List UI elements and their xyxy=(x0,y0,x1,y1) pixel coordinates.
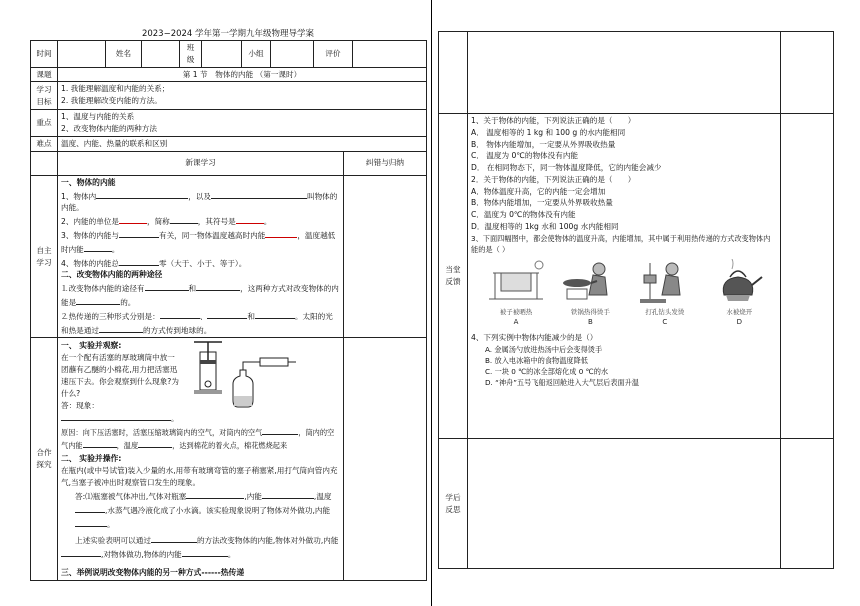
blank[interactable] xyxy=(182,547,228,557)
section3-title: 三、举例说明改变物体内能的另一种方式------热传递 xyxy=(61,567,245,577)
section2-title: 二、改变物体内能的两种途径 xyxy=(61,270,163,280)
top-blank-area xyxy=(468,32,781,114)
q3-text: 。 xyxy=(111,244,120,254)
blank[interactable] xyxy=(196,281,240,291)
right-page xyxy=(438,0,833,569)
group-label: 小组 xyxy=(242,41,271,68)
blank[interactable] xyxy=(75,517,107,527)
figure-letter: C xyxy=(662,318,668,327)
reason-text: ，温度 xyxy=(116,441,139,451)
exp1-text-block: 一、 实验并观察: 在一个配有活塞的厚玻璃筒中放一团蘸有乙醚的小棉花,用力把活塞迅速压下去。你会观察到什么现象?为什么? 答：现象：。 xyxy=(61,340,182,425)
figure-b[interactable] xyxy=(559,259,621,328)
blank[interactable] xyxy=(61,547,101,557)
conclusion-text: 上述实验表明可以通过 xyxy=(75,536,151,546)
goal-item: 1. 我能理解温度和内能的关系； xyxy=(61,84,170,94)
blank[interactable] xyxy=(119,214,147,224)
blank[interactable] xyxy=(236,214,264,224)
q2-option[interactable]: D．温度相等的 1kg 水和 100g 水内能相同 xyxy=(471,221,619,231)
p2-text: 和 xyxy=(247,311,255,321)
ans2-text: 。 xyxy=(107,519,115,529)
blank[interactable] xyxy=(119,228,159,238)
review-cell[interactable] xyxy=(344,338,427,581)
drill-icon xyxy=(634,259,696,307)
goals-label: 学习目标 xyxy=(31,82,58,110)
review-header: 纠错与归纳 xyxy=(344,151,427,175)
exp2-text: 在瓶内(或中号试管)装入少量的水,用带有玻璃弯管的塞子稍塞紧,用打气筒向管内充气,当塞子被冲出时观察管口发生的现象。 xyxy=(61,466,338,488)
exp1-title: 一、 实验并观察: xyxy=(61,341,122,351)
q4-text: 零（大于、小于、等于）。 xyxy=(159,258,247,268)
q4-option[interactable]: D. “神舟”五号飞船返回舱进入大气层后表面升温 xyxy=(485,378,640,388)
key-point-item: 1、温度与内能的关系 xyxy=(61,112,135,122)
ans2-text: ,温度 xyxy=(313,492,332,501)
blank[interactable] xyxy=(96,189,188,199)
q2-option[interactable]: B．物体内能增加，一定要从外界吸收热量 xyxy=(471,198,613,208)
lesson-label: 课题 xyxy=(31,67,58,82)
worksheet-table-right xyxy=(438,31,834,569)
figure-a[interactable] xyxy=(485,259,547,328)
q2-stem: 2．关于物体的内能，下列说法正确的是（ ） xyxy=(471,174,636,184)
coop-content xyxy=(58,338,344,581)
answer-label: 答：现象： xyxy=(61,400,99,410)
conclusion-text: 的方法改变物体的内能,物体对外做功,内能 xyxy=(196,536,339,546)
q2-text: 。 xyxy=(263,217,272,227)
eval-label: 评价 xyxy=(314,41,353,68)
q2-option[interactable]: A．物体温度升高，它的内能一定会增加 xyxy=(471,186,606,196)
blank[interactable] xyxy=(76,295,120,305)
blank[interactable] xyxy=(262,489,314,499)
blank[interactable] xyxy=(211,189,307,199)
blank[interactable] xyxy=(84,242,112,252)
blank[interactable] xyxy=(160,309,200,319)
practice-review-cell[interactable] xyxy=(781,114,834,439)
blank[interactable] xyxy=(207,309,247,319)
q3-stem: 3、下面四幅图中，都会使物体的温度升高，内能增加，其中属于利用热传递的方式改变物体内能的是（ ） xyxy=(471,233,771,254)
p1-text: ⒈改变物体内能的途径有 xyxy=(61,284,145,294)
q4-option[interactable]: C. 一块 0 ℃的冰全部熔化成 0 ℃的水 xyxy=(485,366,609,376)
q1-text: 叫物体的内能。 xyxy=(61,191,338,213)
p1-text: ，这两种方式对改变物体的内能是 xyxy=(61,284,339,308)
name-label: 姓名 xyxy=(106,41,142,68)
quilt-sun-icon xyxy=(485,259,547,307)
blank[interactable] xyxy=(119,256,159,266)
q1-option[interactable]: D． 在相同物态下，同一物体温度降低，它的内能会减少 xyxy=(471,163,662,173)
page-title: 2023−2024 学年第一学期九年级物理导学案 xyxy=(141,29,315,39)
p2-text: 的方式传到地球的。 xyxy=(142,325,212,335)
key-point-item: 2、改变物体内能的两种方法 xyxy=(61,124,157,134)
blank[interactable] xyxy=(83,438,117,448)
p1-text: 的。 xyxy=(120,298,136,308)
q2-text: ，简称 xyxy=(147,217,170,227)
section1-title: 一、物体的内能 xyxy=(61,177,116,187)
q4-option[interactable]: B. 放入电冰箱中的食物温度降低 xyxy=(485,355,588,365)
time-field[interactable] xyxy=(58,41,106,68)
review-cell[interactable] xyxy=(344,175,427,338)
goals-content xyxy=(58,82,427,110)
p1-text: 和 xyxy=(188,284,197,294)
reason-text: 原因：向下压活塞时，活塞压缩玻璃筒内的空气，对筒内的空气 xyxy=(61,428,263,438)
blank[interactable] xyxy=(186,489,244,499)
reflection-content[interactable] xyxy=(468,439,781,569)
figure-letter: B xyxy=(588,318,593,327)
left-page xyxy=(30,0,426,581)
q4-stem: 4、下列实例中物体内能减少的是（） xyxy=(471,332,598,342)
blank[interactable] xyxy=(262,425,298,435)
blank[interactable] xyxy=(99,323,143,333)
reason-text: ，达到棉花的着火点，棉花燃烧起来 xyxy=(172,441,288,451)
q3-figures xyxy=(485,259,777,328)
ans2-text: ,水蒸气遇冷液化成了小水滴。该实验现象说明了物体对外做功,内能 xyxy=(105,505,331,515)
p2-text: 、 xyxy=(199,311,208,321)
hot-pan-icon xyxy=(559,259,621,307)
class-field[interactable] xyxy=(202,41,242,68)
page-divider xyxy=(431,0,432,606)
class-label: 班级 xyxy=(180,41,202,68)
self-study-content xyxy=(58,175,344,338)
blank[interactable] xyxy=(265,228,297,238)
q1-option[interactable]: A． 温度相等的 1 kg 和 100 g 的水内能相同 xyxy=(471,127,626,137)
q4-option[interactable]: A. 金属汤勺放进热汤中后会变得烫手 xyxy=(485,344,603,354)
name-field[interactable] xyxy=(142,41,180,68)
eval-field[interactable] xyxy=(353,41,427,68)
exp1-text: 在一个配有活塞的厚玻璃筒中放一团蘸有乙醚的小棉花,用力把活塞迅速压下去。你会观察到什么现象?为什么? xyxy=(61,353,179,398)
q4-text: 4、物体的内能总 xyxy=(61,258,119,268)
figure-c[interactable] xyxy=(634,259,696,328)
conclusion-text: ,对物体做功,物体的内能 xyxy=(101,550,182,560)
figure-letter: A xyxy=(513,318,519,327)
time-label: 时间 xyxy=(31,41,58,68)
key-points-label: 重点 xyxy=(31,110,58,137)
difficulty-label: 难点 xyxy=(31,136,58,151)
group-field[interactable] xyxy=(271,41,314,68)
blank[interactable] xyxy=(61,411,171,421)
difficulty-content: 温度、内能、热量的联系和区别 xyxy=(58,136,427,151)
new-lesson-header: 新课学习 xyxy=(58,151,344,175)
figure-letter: D xyxy=(736,318,742,327)
figure-caption: 水被烧开 xyxy=(726,307,753,316)
q1-text: ，以及 xyxy=(188,191,211,201)
conclusion-text: 。 xyxy=(227,550,236,560)
exp2-title: 二、 实验并操作: xyxy=(61,454,122,464)
q1-text: 1、物体内 xyxy=(61,191,97,201)
flask-pump-icon xyxy=(188,352,298,412)
q2-text: ，其符号是 xyxy=(197,217,236,227)
key-points-content xyxy=(58,110,427,137)
blank[interactable] xyxy=(255,309,295,319)
ans2-text: ,内能 xyxy=(244,492,262,501)
reason-text: ，筒内的空气内能 xyxy=(61,428,335,451)
figure-caption: 铁锅热得烫手 xyxy=(570,307,610,316)
lesson-title: 第 1 节 物体的内能 （第一课时） xyxy=(58,67,427,82)
ans2-text: 答:⑴瓶塞被气体冲出,气体对瓶塞 xyxy=(75,492,187,501)
q3-text: 有关，同一物体温度越高时内能 xyxy=(159,230,266,240)
self-study-label: 自主学习 xyxy=(31,175,58,338)
q3-text: 3、物体的内能与 xyxy=(61,230,119,240)
practice-label: 当堂反馈 xyxy=(439,114,468,439)
kettle-icon xyxy=(708,259,770,307)
blank[interactable] xyxy=(170,214,198,224)
q1-stem: 1、关于物体的内能，下列说法正确的是（ ） xyxy=(471,116,636,125)
q3-text: ，温度越低时内能 xyxy=(61,230,336,254)
q2-text: 2、内能的单位是 xyxy=(61,217,119,227)
figure-d[interactable] xyxy=(708,259,770,328)
blank[interactable] xyxy=(151,533,197,543)
p2-text: ⒉热传递的三种形式分别是： xyxy=(61,311,160,321)
coop-label: 合作探究 xyxy=(31,338,58,581)
q1-option[interactable]: B． 物体内能增加，一定要从外界吸收热量 xyxy=(471,139,616,149)
q2-option[interactable]: C．温度为 0℃的物体没有内能 xyxy=(471,210,576,220)
p2-text: 。太阳的光和热是通过 xyxy=(61,311,333,335)
blank[interactable] xyxy=(75,503,105,513)
reflection-label: 学后反思 xyxy=(439,439,468,569)
goal-item: 2. 我能理解改变内能的方法。 xyxy=(61,96,162,106)
q1-option[interactable]: C． 温度为 0℃的物体没有内能 xyxy=(471,151,579,161)
blank[interactable] xyxy=(145,281,189,291)
apparatus-figure xyxy=(188,340,340,425)
practice-content xyxy=(468,114,781,439)
worksheet-table-left xyxy=(30,40,427,581)
figure-caption: 被子被晒热 xyxy=(499,307,533,316)
blank[interactable] xyxy=(138,438,172,448)
figure-caption: 打孔钻头发烫 xyxy=(645,307,685,316)
